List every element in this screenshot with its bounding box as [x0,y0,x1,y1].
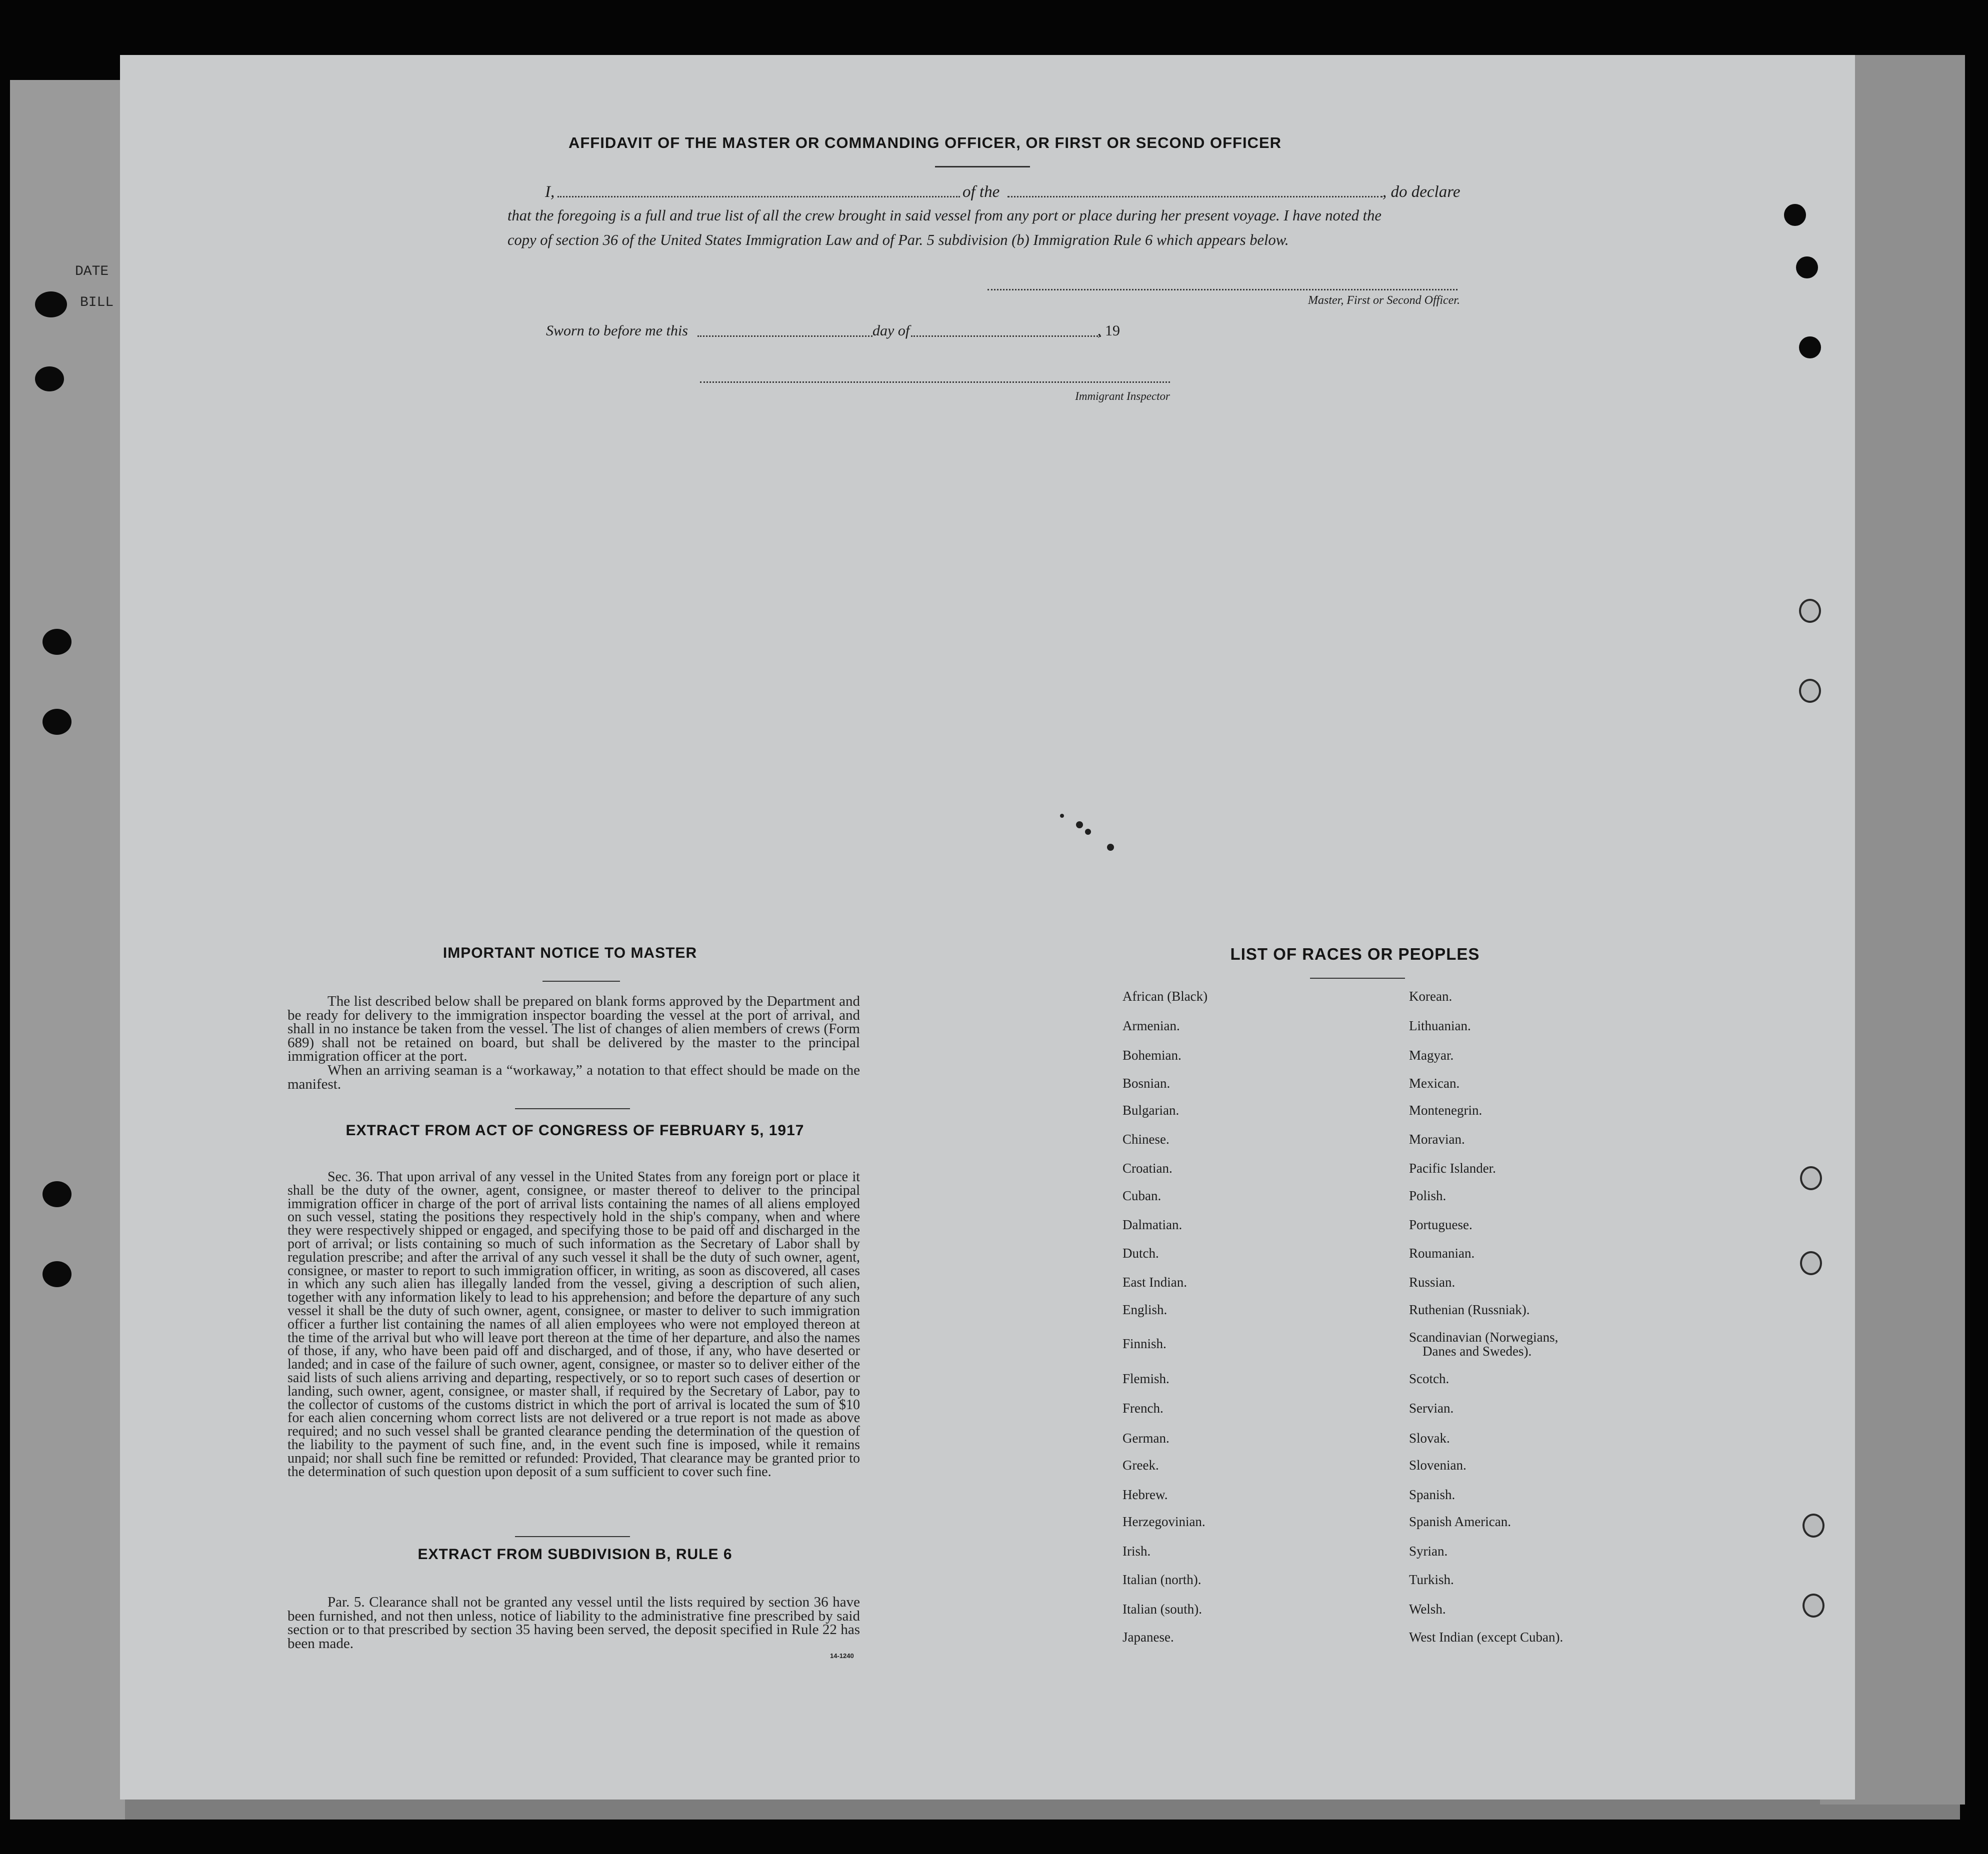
race-left-item: Finnish. [1122,1336,1166,1351]
race-right-item: Welsh. [1409,1602,1446,1617]
race-right-item: Spanish American. [1409,1514,1511,1529]
binder-hole [42,1261,72,1287]
i-label: I, [545,183,555,201]
race-left-item: German. [1122,1431,1170,1446]
race-right-item: Spanish. [1409,1487,1456,1502]
master-signature-label: Master, First or Second Officer. [1308,294,1460,307]
race-left-item: Croatian. [1122,1161,1172,1176]
year-label: , 19 [1098,322,1120,339]
race-right-item: Ruthenian (Russniak). [1409,1302,1530,1317]
notice-title: IMPORTANT NOTICE TO MASTER [442,945,698,961]
notice-paragraph-1: The list described below shall be prepared on blank forms approved by the Department and be ready for delivery to the immigration inspector boarding the vessel at the port of arrival, and shall in no instance be taken from the vessel. The list of changes of alien members of crews (Form 689) shall not be retained on board, but shall be delivered by the master to the principal immigration officer at the port. [288,993,860,1065]
race-left-item: Chinese. [1122,1132,1170,1147]
binder-hole [1800,1251,1822,1275]
master-signature-line[interactable] [988,289,1458,290]
divider [515,1108,630,1109]
race-right-item: Roumanian. [1409,1246,1475,1261]
binder-hole [1802,1514,1824,1538]
ink-spot [1060,814,1064,818]
race-right-item: Servian. [1409,1401,1454,1416]
notice-paragraph-2: When an arriving seaman is a “workaway,” a notation to that effect should be made on the manifest. [288,1062,860,1092]
divider [935,166,1030,167]
sworn-month-field[interactable] [911,335,1101,337]
bill-stamp: BILL [80,295,114,310]
binder-hole [1799,679,1821,703]
binder-hole [1799,599,1821,623]
race-right-item: Scotch. [1409,1371,1450,1386]
binder-hole [1800,1166,1822,1190]
race-right-item: Scandinavian (Norwegians, [1409,1330,1558,1345]
divider [515,1536,630,1537]
race-right-item: Pacific Islander. [1409,1161,1496,1176]
race-left-item: Japanese. [1122,1630,1174,1645]
race-right-item: Montenegrin. [1409,1103,1482,1118]
race-left-item: Flemish. [1122,1371,1170,1386]
binder-hole [1802,1594,1824,1618]
race-left-item: Dalmatian. [1122,1217,1182,1232]
races-title: LIST OF RACES OR PEOPLES [1230,945,1480,963]
binder-hole [42,709,72,735]
binder-hole [1796,256,1818,278]
race-right-item: Moravian. [1409,1132,1465,1147]
left-underlying-page [10,80,125,1820]
race-left-item: English. [1122,1302,1168,1317]
form-page [120,55,1855,1800]
declaration-line-1 [545,183,1460,203]
binder-hole [42,1181,72,1207]
race-right-item: Slovenian. [1409,1458,1466,1473]
divider [1310,978,1405,979]
race-left-item: Italian (south). [1122,1602,1202,1617]
race-left-item: Italian (north). [1122,1572,1202,1587]
divider [542,981,620,982]
inspector-label: Immigrant Inspector [1075,390,1170,402]
race-right-item: Magyar. [1409,1048,1454,1063]
inspector-signature-line[interactable] [700,381,1170,383]
race-right-item: Russian. [1409,1275,1456,1290]
race-right-item: West Indian (except Cuban). [1409,1630,1564,1645]
act-extract-text: Sec. 36. That upon arrival of any vessel in the United States from any foreign port or place it shall be the duty of the owner, agent, consignee, or master thereof to deliver to the principal immigration officer in charge of the port of arrival lists containing the names of all aliens employed on such vessel, stating the positions they respectively hold in the ship's company, when and where they were respectively shipped or engaged, and specifying those to be paid off and discharged in the port of arrival; or lists containing so much of such information as the Secretary of Labor shall by regulation prescribe; and after the arrival of any such vessel it shall be the duty of such owner, agent, consignee, or master to report to such immigration officer, in writing, as soon as discovered, all cases in which any such alien has illegally landed from the vessel, giving a description of such alien, together with any information likely to lead to his apprehension; and before the departure of any such vessel it shall be the duty of such owner, agent, consignee, or master to deliver to such immigration officer a further list containing the names of all alien employees who were not employed thereon at the time of the arrival but who will leave port thereon at the time of her departure, and also the names of those, if any, who have been paid off and discharged, and of those, if any, who have deserted or landed; and in case of the failure of such owner, agent, consignee, or master so to deliver either of the said lists of such aliens arriving and departing, respectively, or so to report such cases of desertion or landing, such owner, agent, consignee, or master shall, if required by the Secretary of Labor, pay to the collector of customs of the customs district in which the port of arrival is located the sum of $10 for each alien concerning whom correct lists are not delivered or a true report is not made as above required; and no such vessel shall be granted clearance pending the determination of the question of the liability to the payment of such fine, and, in the event such fine is imposed, while it remains unpaid; nor shall such fine be remitted or refunded: Provided, That clearance may be granted prior to the determination of such question upon deposit of a sum sufficient to cover such fine. [288,1169,860,1480]
binder-hole [42,629,72,655]
binder-hole [35,291,67,317]
rule-extract-title: EXTRACT FROM SUBDIVISION B, RULE 6 [418,1546,732,1563]
affidavit-title: AFFIDAVIT OF THE MASTER OR COMMANDING OFFICER, OR FIRST OR SECOND OFFICER [568,134,1282,151]
vessel-field[interactable] [1008,196,1382,197]
race-right-item: Portuguese. [1409,1217,1472,1232]
race-left-item: Bosnian. [1122,1076,1170,1091]
sworn-date-field[interactable] [698,335,872,337]
race-left-item: Cuban. [1122,1188,1162,1203]
race-right-item: Mexican. [1409,1076,1460,1091]
day-of-label: day of [872,322,910,339]
race-right-item: Turkish. [1409,1572,1454,1587]
race-left-item: Bohemian. [1122,1048,1182,1063]
race-left-item: Herzegovinian. [1122,1514,1206,1529]
ink-spot [1107,844,1114,851]
ink-spot [1085,829,1091,835]
race-right-item: Polish. [1409,1188,1446,1203]
act-extract-title: EXTRACT FROM ACT OF CONGRESS OF FEBRUARY 5, 1917 [346,1122,804,1139]
do-declare-label: , do declare [1382,183,1460,201]
race-left-item: Greek. [1122,1458,1159,1473]
declaration-line-3: copy of section 36 of the United States Immigration Law and of Par. 5 subdivision (b) Immigration Rule 6 which appears below. [508,231,1289,248]
race-right-item: Danes and Swedes). [1422,1344,1532,1359]
race-left-item: Bulgarian. [1122,1103,1180,1118]
race-right-item: Slovak. [1409,1431,1450,1446]
race-left-item: French. [1122,1401,1164,1416]
form-number: 14-1240 [830,1652,854,1660]
race-left-item: African (Black) [1122,989,1208,1004]
race-left-item: Hebrew. [1122,1487,1168,1502]
race-right-item: Korean. [1409,989,1452,1004]
binder-hole [1799,336,1821,358]
race-left-item: Irish. [1122,1544,1151,1559]
date-stamp: DATE [75,264,109,279]
binder-hole [35,366,64,391]
declaration-line-2: that the foregoing is a full and true list of all the crew brought in said vessel from any port or place during her present voyage. I have noted the [508,207,1382,224]
race-left-item: East Indian. [1122,1275,1187,1290]
rule-extract-text: Par. 5. Clearance shall not be granted any vessel until the lists required by section 36 have been furnished, and not then unless, notice of liability to the administrative fine prescribed by said section or to that prescribed by section 35 having been served, the deposit specified in Rule 22 has been made. [288,1594,860,1652]
name-field[interactable] [558,196,960,197]
ink-spot [1076,821,1083,828]
sworn-label: Sworn to before me this [546,322,688,339]
of-the-label: of the [962,183,1000,201]
race-right-item: Lithuanian. [1409,1018,1471,1033]
race-left-item: Armenian. [1122,1018,1180,1033]
binder-hole [1784,204,1806,226]
race-left-item: Dutch. [1122,1246,1159,1261]
race-right-item: Syrian. [1409,1544,1448,1559]
